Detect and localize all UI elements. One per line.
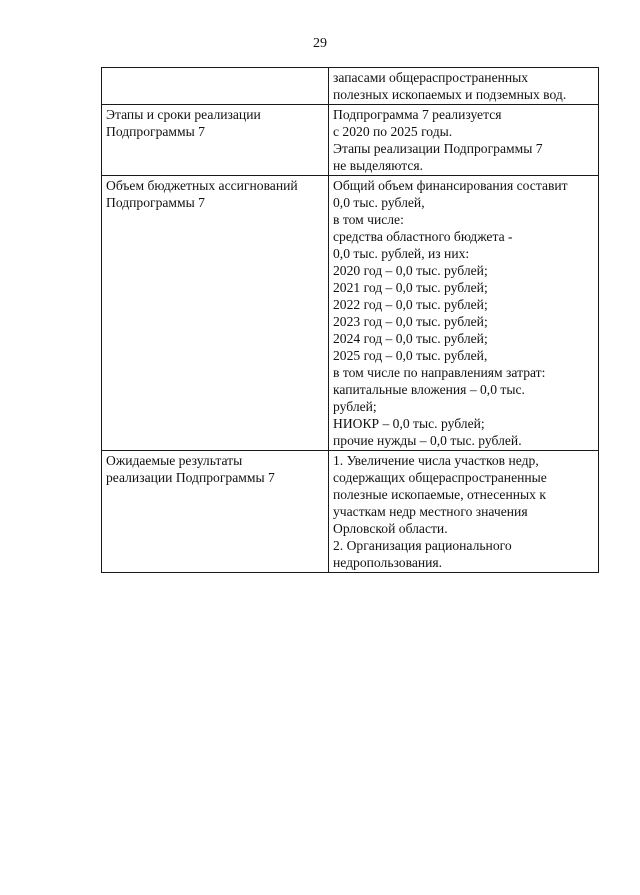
cell-text-line: средства областного бюджета - bbox=[333, 229, 513, 244]
page-number: 29 bbox=[313, 36, 327, 51]
subprogram-passport-table bbox=[101, 67, 599, 573]
row-value-cell bbox=[329, 176, 599, 451]
table-row-expected-results bbox=[102, 451, 599, 573]
cell-text-line: 2023 год – 0,0 тыс. рублей; bbox=[333, 314, 488, 329]
cell-text-line: Подпрограмма 7 реализуется bbox=[333, 107, 502, 122]
cell-text-line: Ожидаемые результаты bbox=[106, 453, 243, 468]
cell-text-line: Этапы и сроки реализации bbox=[106, 107, 261, 122]
cell-text-line: Объем бюджетных ассигнований bbox=[106, 178, 298, 193]
cell-text-line: НИОКР – 0,0 тыс. рублей; bbox=[333, 416, 485, 431]
cell-text-line: 2. Организация рационального bbox=[333, 538, 512, 553]
row-label-cell bbox=[102, 176, 329, 451]
row-label-cell bbox=[102, 68, 329, 105]
table-row-stages bbox=[102, 105, 599, 176]
cell-text-line: 1. Увеличение числа участков недр, bbox=[333, 453, 539, 468]
row-value-cell bbox=[329, 105, 599, 176]
cell-text-line: 0,0 тыс. рублей, bbox=[333, 195, 425, 210]
cell-text-line: Этапы реализации Подпрограммы 7 bbox=[333, 141, 543, 156]
cell-text-line: Общий объем финансирования составит bbox=[333, 178, 568, 193]
cell-text-line: капитальные вложения – 0,0 тыс. bbox=[333, 382, 525, 397]
row-value-cell bbox=[329, 68, 599, 105]
row-value-cell bbox=[329, 451, 599, 573]
cell-text-line: 2022 год – 0,0 тыс. рублей; bbox=[333, 297, 488, 312]
cell-text-line: с 2020 по 2025 годы. bbox=[333, 124, 453, 139]
cell-text-line: в том числе: bbox=[333, 212, 404, 227]
cell-text-line: полезные ископаемые, отнесенных к bbox=[333, 487, 546, 502]
cell-text-line: запасами общераспространенных bbox=[333, 70, 529, 85]
cell-text-line: не выделяются. bbox=[333, 158, 424, 173]
cell-text-line: реализации Подпрограммы 7 bbox=[106, 470, 275, 485]
row-label-cell bbox=[102, 105, 329, 176]
cell-text-line: прочие нужды – 0,0 тыс. рублей. bbox=[333, 433, 522, 448]
cell-text-line: Орловской области. bbox=[333, 521, 448, 536]
cell-text-line: 2024 год – 0,0 тыс. рублей; bbox=[333, 331, 488, 346]
table-row-continuation bbox=[102, 68, 599, 105]
cell-text-line: недропользования. bbox=[333, 555, 443, 570]
cell-text-line: 0,0 тыс. рублей, из них: bbox=[333, 246, 470, 261]
cell-text-line: участкам недр местного значения bbox=[333, 504, 528, 519]
cell-text-line: Подпрограммы 7 bbox=[106, 124, 205, 139]
cell-text-line: 2021 год – 0,0 тыс. рублей; bbox=[333, 280, 488, 295]
cell-text-line: 2025 год – 0,0 тыс. рублей, bbox=[333, 348, 488, 363]
cell-text-line: полезных ископаемых и подземных вод. bbox=[333, 87, 567, 102]
row-label-cell bbox=[102, 451, 329, 573]
cell-text-line: содержащих общераспространенные bbox=[333, 470, 547, 485]
table-row-budget bbox=[102, 176, 599, 451]
cell-text-line: рублей; bbox=[333, 399, 377, 414]
cell-text-line: в том числе по направлениям затрат: bbox=[333, 365, 546, 380]
cell-text-line: 2020 год – 0,0 тыс. рублей; bbox=[333, 263, 488, 278]
cell-text-line: Подпрограммы 7 bbox=[106, 195, 205, 210]
